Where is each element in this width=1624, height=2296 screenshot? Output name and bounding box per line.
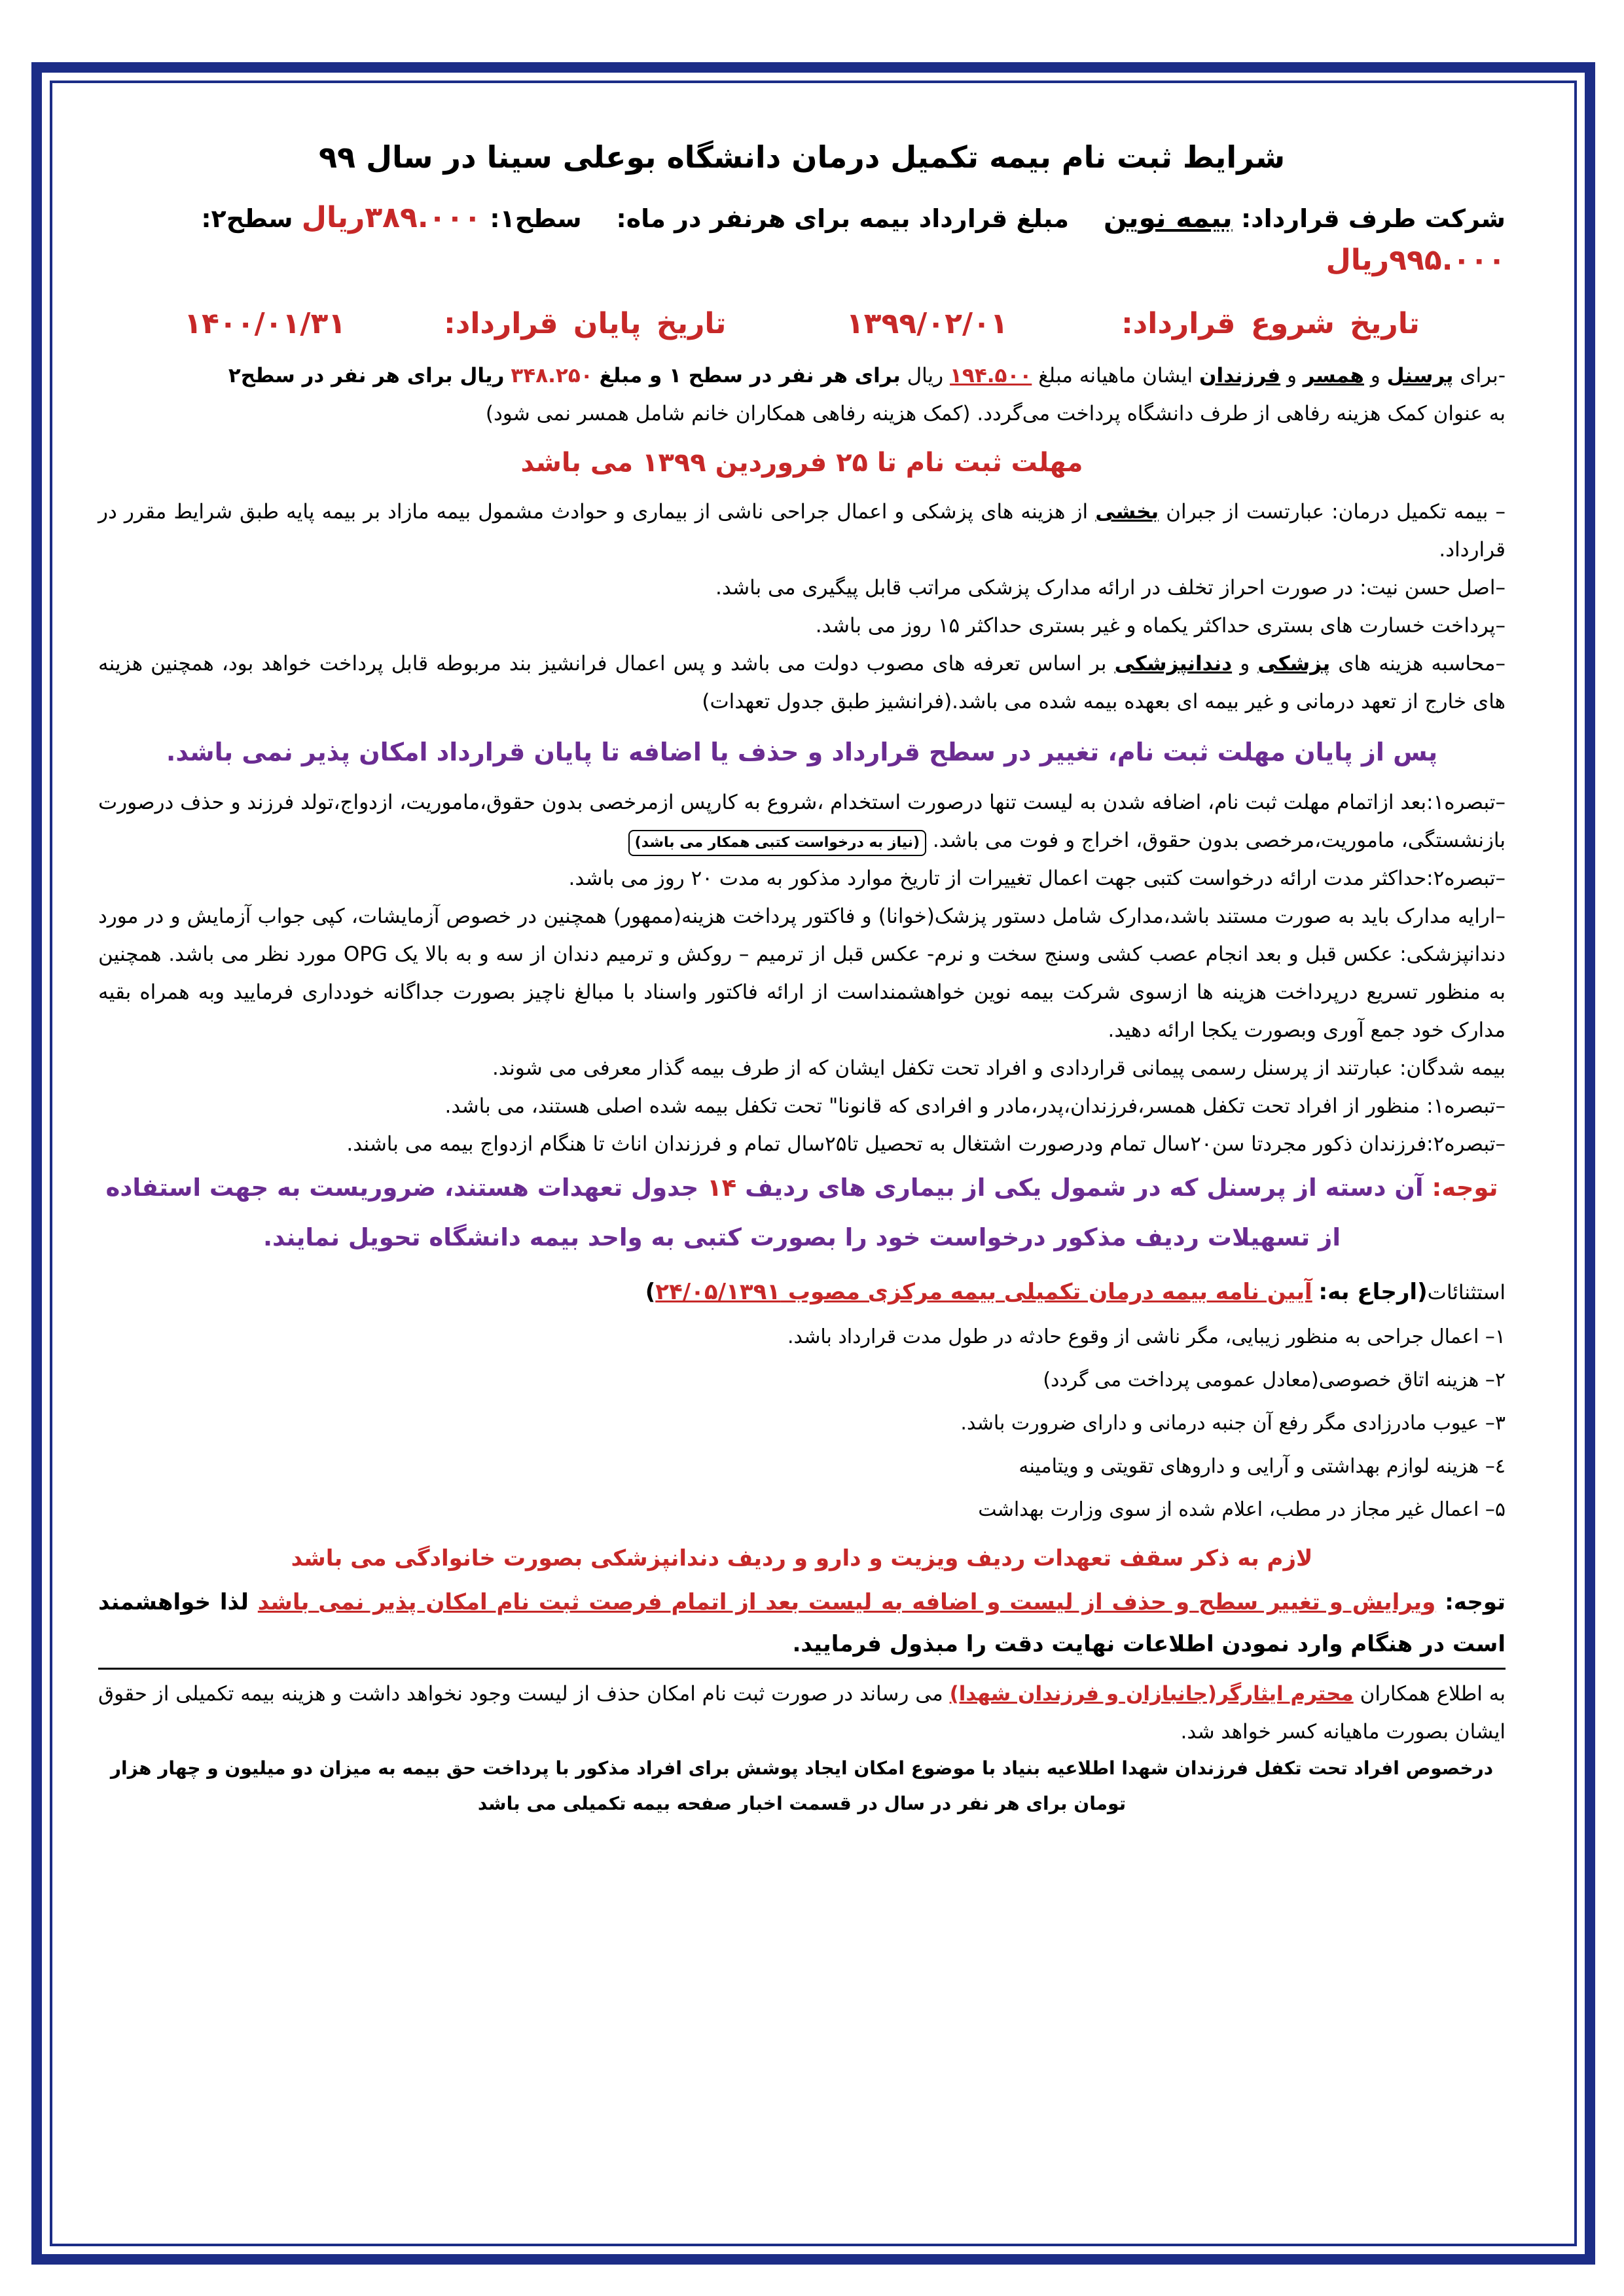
welfare-text-a: -برای (1460, 364, 1506, 387)
sacrifice-paragraph (98, 1675, 1506, 1751)
calc-paragraph (98, 645, 1506, 721)
exceptions-title (98, 1269, 1506, 1316)
welfare-children: فرزندان (1199, 364, 1281, 387)
divider (98, 1668, 1506, 1670)
attention-text-b: جدول تعهدات هستند، ضروریست به جهت استفاده از تسهیلات ردیف مذکور درخواست خود را بصورت کتبی به واحد بیمه دانشگاه تحویل نمایند. (105, 1174, 1341, 1251)
amount-label: مبلغ قرارداد بیمه برای هرنفر در ماه: (616, 204, 1069, 233)
document-title: شرایط ثبت نام بیمه تکمیل درمان دانشگاه بوعلی سینا در سال ۹۹ (318, 139, 1286, 175)
welfare-spouse: همسر (1303, 364, 1364, 387)
note1-text: –تبصره۱:بعد ازاتمام مهلت ثبت نام، اضافه شدن به لیست تنها درصورت استخدام ،شروع به کارپس ازمرخصی بدون حقوق،ماموریت، ازدواج،تولد فرزند و حذف درصورت بازنشستگی، ماموریت،مرخصی بدون حقوق، اخراج و فوت می باشد. (98, 791, 1506, 852)
exceptions-list (98, 1316, 1506, 1532)
calc-and: و (1240, 652, 1250, 675)
warning-red: ویرایش و تغییر سطح و حذف از لیست و اضافه به لیست بعد از اتمام فرصت ثبت نام امکان پذیر نمی باشد (257, 1589, 1436, 1615)
insured-paragraph: بیمه شدگان: عبارتند از پرسنل رسمی پیمانی قراردادی و افراد تحت تکفل ایشان که از طرف بیمه گذار معرفی می شوند. (492, 1056, 1506, 1080)
level2-amount: ۹۹۵.۰۰۰ریال (1326, 243, 1506, 277)
document-body (98, 134, 1506, 1821)
insured-note1: –تبصره۱: منظور از افراد تحت تکفل همسر،فرزندان،پدر،مادر و افرادی که قانونا" تحت تکفل بیمه شده اصلی هستند، می باشد. (444, 1094, 1506, 1118)
party-label: شرکت طرف قرارداد: (1240, 204, 1506, 233)
attention-label: توجه: (1432, 1174, 1498, 1202)
contract-line (98, 197, 1506, 282)
definition-text-a: – بیمه تکمیل درمان: عبارتست از جبران (1166, 500, 1506, 524)
welfare-text-c: ریال (907, 364, 944, 387)
list-item: ۲– هزینه اتاق خصوصی(معادل عمومی پرداخت می گردد) (1043, 1369, 1506, 1391)
level1-amount: ۳۸۹.۰۰۰ریال (301, 201, 482, 234)
calc-text-a: –محاسبه هزینه های (1338, 652, 1506, 675)
definition-paragraph (98, 493, 1506, 569)
calc-dental: دندانپزشکی (1114, 652, 1233, 675)
list-item: ۳– عیوب مادرزادی مگر رفع آن جنبه درمانی و دارای ضرورت باشد. (960, 1412, 1506, 1435)
insured-note2: –تبصره۲:فرزندان ذکور مجردتا سن۲۰سال تمام ودرصورت اشتغال به تحصیل تا۲۵سال تمام و فرزندان اناث تا هنگام ازدواج بیمه می باشند. (346, 1132, 1506, 1156)
warning-notice (98, 1581, 1506, 1665)
list-item: ۵– اعمال غیر مجاز در مطب، اعلام شده از سوی وزارت بهداشت (978, 1498, 1506, 1521)
definition-text-b: از هزینه های پزشکی و اعمال جراحی ناشی از بیماری و حوادث مشمول بیمه مازاد بر بیمه پایه طبق شرایط مقرر در قرارداد. (98, 500, 1506, 562)
welfare-amount2: ۳۴۸.۲۵۰ (511, 364, 593, 387)
exceptions-ref-label: (ارجاع به: (1318, 1279, 1428, 1305)
welfare-amount1: ۱۹۴.۵۰۰ (950, 364, 1032, 387)
list-item: ۱– اعمال جراحی به منظور زیبایی، مگر ناشی از وقوع حادثه در طول مدت قرارداد باشد. (787, 1325, 1506, 1348)
must-mention-notice: لازم به ذکر سقف تعهدات ردیف ویزیت و دارو و ردیف دندانپزشکی بصورت خانوادگی می باشد (291, 1545, 1313, 1571)
welfare-text-f: به عنوان کمک هزینه رفاهی از طرف دانشگاه پرداخت می‌گردد. (کمک هزینه رفاهی همکاران خانم شامل همسر نمی شود) (485, 402, 1506, 425)
attention-text-a: آن دسته از پرسنل که در شمول یکی از بیماری های ردیف (745, 1174, 1424, 1202)
martyrs-notice: درخصوص افراد تحت تکفل فرزندان شهدا اطلاعیه بنیاد با موضوع امکان ایجاد پوشش برای افراد مذکور با پرداخت حق بیمه به میزان دو میلیون و چهار هزار تومان برای هر نفر در سال در قسمت اخبار صفحه بیمه تکمیلی می باشد (110, 1757, 1494, 1814)
calc-text-b: بر اساس تعرفه های مصوب دولت می باشد و پس اعمال فرانشیز بند مربوطه قابل پرداخت خواهد بود، همچنین هزینه های خارج از تعهد درمانی و غیر بیمه ای بعهده بیمه شده می باشد.(فرانشیز طبق جدول تعهدات) (98, 652, 1506, 713)
level2-label: سطح۲: (201, 204, 293, 233)
attention-num: ۱۴ (707, 1174, 737, 1202)
exceptions-ref-close: ) (645, 1279, 656, 1305)
documents-paragraph: –ارایه مدارک باید به صورت مستند باشد،مدارک شامل دستور پزشک(خوانا) و فاکتور پرداخت هزینه(ممهور) همچنین در خصوص آزمایشات، کپی جواب آزمایش و در مورد دندانپزشکی: عکس قبل و بعد انجام عصب کشی وسنج سخت و نرم- عکس قبل از ترمیم – روکش و ترمیم دندان از سه و به بالا یک OPG مورد نظر می باشد. همچنین به منظور تسریع درپرداخت هزینه ها ازسوی شرکت بیمه نوین خواهشمنداست از ارائه فاکتور واسناد با مبالغ ناچیز بصورت جداگانه خودداری فرمایید وبه همراه بقیه مدارک خود جمع آوری وبصورت یکجا ارائه دهید. (98, 905, 1506, 1042)
insurance-company: بیمه نوین (1103, 202, 1233, 234)
welfare-paragraph (98, 357, 1506, 433)
start-date-value: ۱۳۹۹/۰۲/۰۱ (846, 307, 1008, 340)
end-date-value: ۱۴۰۰/۰۱/۳۱ (184, 307, 346, 340)
level1-label: سطح۱: (490, 204, 582, 233)
sacrifice-red: محترم ایثارگر(جانبازان و فرزندان شهدا) (949, 1682, 1354, 1706)
registration-deadline: مهلت ثبت نام تا ۲۵ فروردین ۱۳۹۹ می باشد (520, 448, 1083, 478)
welfare-text-e: ریال برای هر نفر در سطح۲ (228, 364, 505, 387)
after-deadline-notice: پس از پایان مهلت ثبت نام، تغییر در سطح قرارداد و حذف یا اضافه تا پایان قرارداد امکان پذیر نمی باشد. (166, 738, 1438, 766)
welfare-and2: و (1286, 364, 1297, 387)
sacrifice-text-a: به اطلاع همکاران (1360, 1682, 1506, 1706)
attention-notice (98, 1163, 1506, 1263)
exceptions-label: استثنائات (1427, 1281, 1506, 1304)
welfare-personnel: پرسنل (1386, 364, 1454, 387)
start-date-label: تاریخ شروع قرارداد: (1121, 307, 1420, 340)
exceptions-reference: آیین نامه بیمه درمان تکمیلی بیمه مرکزی مصوب ۲۴/۰۵/۱۳۹۱ (655, 1279, 1312, 1305)
end-date-label: تاریخ پایان قرارداد: (444, 307, 727, 340)
welfare-text-d: برای هر نفر در سطح ۱ و مبلغ (599, 364, 901, 387)
list-item: ٤– هزینه لوازم بهداشتی و آرایی و داروهای تقویتی و ویتامینه (1019, 1455, 1506, 1478)
welfare-and1: و (1370, 364, 1380, 387)
sacrifice-text-b: می رساند در صورت ثبت نام امکان حذف از لیست وجود نخواهد داشت و هزینه بیمه تکمیلی از حقوق ایشان بصورت ماهیانه کسر خواهد شد. (98, 1682, 1506, 1744)
note1-paragraph (98, 783, 1506, 859)
welfare-text-b: ایشان ماهیانه مبلغ (1038, 364, 1193, 387)
payment-paragraph: –پرداخت خسارت های بستری حداکثر یکماه و غیر بستری حداکثر ۱۵ روز می باشد. (815, 614, 1506, 637)
definition-partial: بخشی (1095, 500, 1159, 524)
note1-boxed: (نیاز به درخواست کتبی همکار می باشد) (628, 830, 926, 856)
contract-dates (98, 298, 1506, 350)
calc-medical: پزشکی (1257, 652, 1331, 675)
warning-label: توجه: (1445, 1589, 1506, 1615)
warning-black: لذا خواهشمند است در هنگام وارد نمودن اطلاعات نهایت دقت را مبذول فرمایید. (98, 1589, 1506, 1657)
good-faith-paragraph: –اصل حسن نیت: در صورت احراز تخلف در ارائه مدارک پزشکی مراتب قابل پیگیری می باشد. (715, 576, 1506, 600)
note2-paragraph: –تبصره۲:حداکثر مدت ارائه درخواست کتبی جهت اعمال تغییرات از تاریخ موارد مذکور به مدت ۲۰ روز می باشد. (568, 867, 1506, 890)
